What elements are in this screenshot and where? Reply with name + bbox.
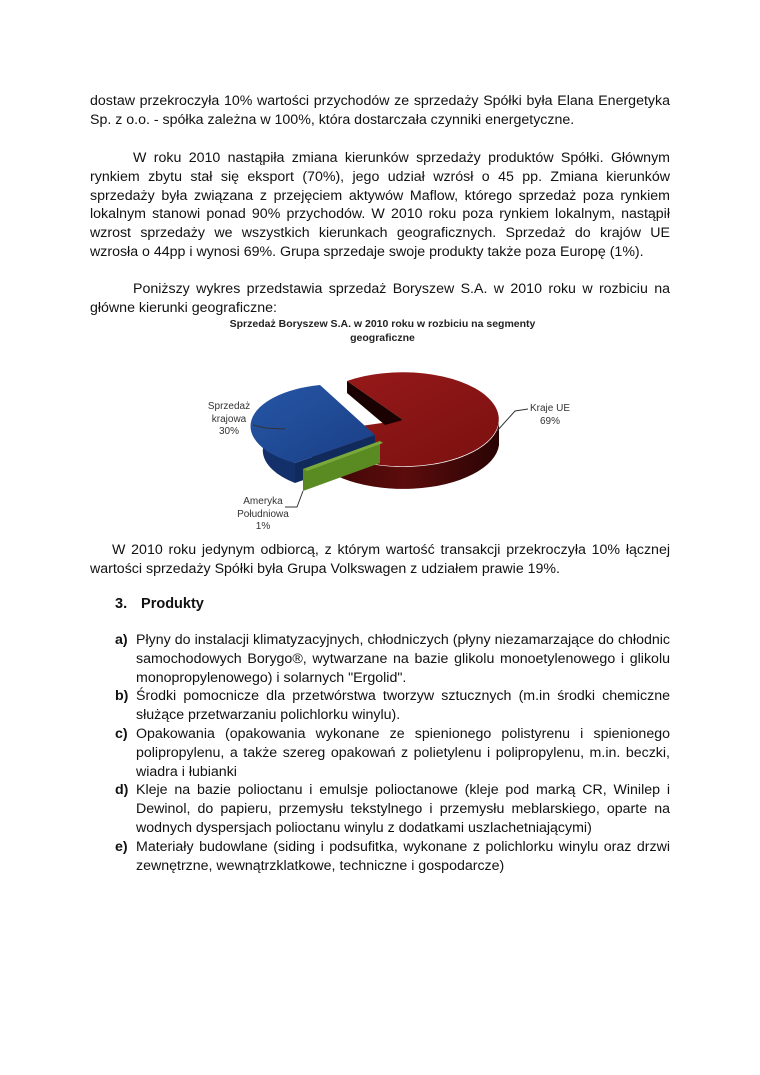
list-item [115, 687, 670, 725]
label-domestic-line1: Sprzedaż [207, 401, 251, 412]
products-list [115, 631, 670, 875]
label-sa-line2: Południowa [237, 508, 289, 520]
list-marker: a) [115, 632, 128, 648]
label-sa-pct: 1% [255, 521, 271, 532]
label-domestic-pct: 30% [218, 426, 239, 437]
paragraph-chart-intro: Poniższy wykres przedstawia sprzedaż Boryszew S.A. w 2010 roku w rozbiciu na główne kierunki geograficzne: [90, 281, 670, 316]
label-eu [525, 403, 575, 428]
list-item-text: Materiały budowlane (siding i podsufitka, wykonane z polichlorku winylu oraz drzwi zewnętrzne, wewnątrzklatkowe, techniczne i gospodarcze) [136, 838, 670, 874]
label-eu-line1: Kraje UE [529, 403, 570, 414]
list-item [115, 781, 670, 837]
paragraph-sales-directions: W roku 2010 nastąpiła zmiana kierunków sprzedaży produktów Spółki. Głównym rynkiem zbytu stał się eksport (70%), jego udział wzrósł o 45 pp. Zmiana kierunków sprzedaży była związana z przejęciem aktywów Maflow, którego sprzedaż poza rynkiem lokalnym stanowi ponad 90% przychodów. W 2010 roku poza rynkiem lokalnym, nastąpił wzrost sprzedaży we wszystkich kierunkach geograficznych. Sprzedaż do krajów UE wzrosła o 44pp i wynosi 69%. Grupa sprzedaje swoje produkty także poza Europę (1%). [90, 150, 670, 260]
section-title: Produkty [141, 596, 204, 612]
chart-title-line2: geograficzne [350, 332, 415, 344]
leader-eu [497, 409, 528, 431]
list-item-text: Płyny do instalacji klimatyzacyjnych, chłodniczych (płyny niezamarzające do chłodnic samochodowych Borygo®, wytwarzane na bazie glikolu monoetylenowego i glikolu monopropylenowego) i solarnych "Ergolid". [136, 632, 670, 686]
label-domestic-line2: krajowa [211, 413, 247, 425]
list-marker: d) [115, 782, 129, 799]
pie-chart [185, 313, 580, 538]
section-number: 3. [115, 596, 128, 612]
list-item-text: Środki pomocnicze dla przetwórstwa tworzyw sztucznych (m.in środki chemiczne służące przetwarzaniu polichlorku winylu). [136, 688, 670, 724]
label-domestic [199, 401, 259, 439]
list-marker: b) [115, 688, 129, 705]
list-item-text: Opakowania (opakowania wykonane ze spienionego polistyrenu i spienionego polipropylenu, a także szereg opakowań z polietylenu i polipropylenu, m.in. beczki, wiadra i łubianki [136, 725, 670, 780]
list-marker: e) [115, 838, 128, 855]
paragraph-volkswagen: W 2010 roku jedynym odbiorcą, z którym wartość transakcji przekroczyła 10% łącznej wartości sprzedaży Spółki była Grupa Volkswagen z udziałem prawie 19%. [90, 542, 670, 577]
list-marker: c) [115, 725, 128, 742]
label-sa-line1: Ameryka [243, 496, 283, 507]
section-heading [115, 596, 204, 612]
list-item [115, 631, 670, 687]
label-south-america [233, 496, 293, 534]
paragraph-supplier: dostaw przekroczyła 10% wartości przychodów ze sprzedaży Spółki była Elana Energetyka Sp. z o.o. - spółka zależna w 100%, która dostarczała czynniki energetyczne. [90, 93, 670, 128]
chart-title-line1: Sprzedaż Boryszew S.A. w 2010 roku w rozbiciu na segmenty [229, 318, 536, 330]
list-item [115, 725, 670, 781]
list-item-text: Kleje na bazie polioctanu i emulsje polioctanowe (kleje pod marką CR, Winilep i Dewinol, do papieru, przemysłu tekstylnego i przemysłu meblarskiego, oparte na wodnych dyspersjach polioctanu winylu z dodatkami uszlachetniającymi) [136, 782, 670, 836]
list-item [115, 838, 670, 876]
label-eu-pct: 69% [539, 415, 560, 427]
